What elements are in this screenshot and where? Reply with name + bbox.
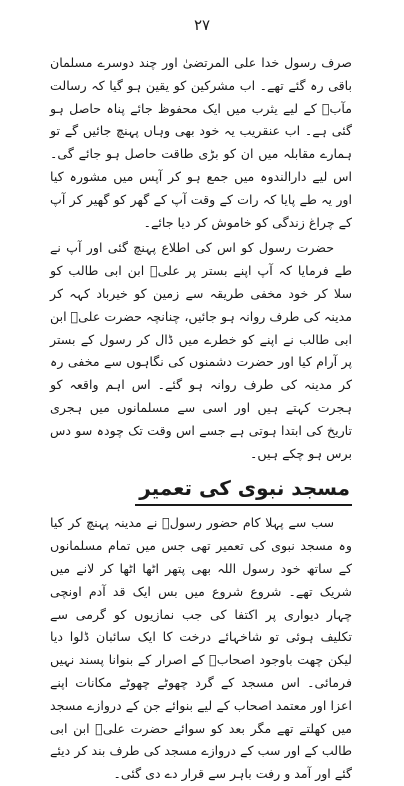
page-body	[50, 52, 352, 786]
paragraph-hijrat: حضرت رسول کو اس کی اطلاع پہنچ گئی اور آپ نے طے فرمایا کہ آپ اپنے بستر پر علیؑ ابن ابی طالب کو سلا کر خود مخفی طریقہ سے زمین کو خیرباد کہہ کر مدینہ کی طرف روانہ ہو جائیں، چنانچہ حضرت علیؑ ابن ابی طالب نے اپنے کو خطرے میں ڈال کر رسول کے بستر پر آرام کیا اور حضرت دشمنوں کی نگاہوں سے مخفی رہ کر مدینہ کی طرف روانہ ہو گئے۔ اس اہم واقعہ کو ہجرت کہتے ہیں اور اسی سے مسلمانوں میں ہجری تاریخ کی ابتدا ہوتی ہے جسے اس وقت تک چودہ سو دس برس ہو چکے ہیں۔	[50, 240, 352, 461]
paragraph-migration-background: صرف رسول خدا علی المرتضیٰ اور چند دوسرے مسلمان باقی رہ گئے تھے۔ اب مشرکین کو یقین ہو گیا کہ رسالت مآبؐ کے لیے یثرب میں ایک محفوظ جائے پناہ حاصل ہو گئی ہے۔ اب عنقریب یہ خود بھی وہاں پہنچ جائیں گے تو ہمارے مقابلہ میں ان کو بڑی طاقت حاصل ہو جائے گی۔ اس لیے دارالندوہ میں جمع ہو کر آپس میں مشورہ کیا اور یہ طے پایا کہ رات کے وقت آپ کے گھر کو گھیر کر آپ کے چراغ زندگی کو خاموش کر دیا جائے۔	[50, 55, 352, 230]
page-number: ۲۷	[193, 16, 211, 34]
section-heading: مسجد نبوی کی تعمیر	[135, 473, 352, 506]
paragraph-masjid-construction: سب سے پہلا کام حضور رسولؐ نے مدینہ پہنچ کر کیا وہ مسجد نبوی کی تعمیر تھی جس میں تمام مسلمانوں کے ساتھ خود رسول اللہ بھی پتھر اٹھا اٹھا کر لانے میں شریک تھے۔ شروع شروع میں بس ایک قد آدم اونچی چہار دیواری پر اکتفا کی جب نمازیوں کو گرمی سے تکلیف ہوئی تو شاخہائے درخت کا ایک سائبان ڈلوا دیا لیکن چھت باوجود اصحابؓ کے اصرار کے بنوانا پسند نہیں فرمائی۔ اس مسجد کے گرد چھوٹے چھوٹے مکانات اپنے اعزا اور معتمد اصحاب کے لیے بنوائے جن کے دروازے مسجد میں کھلتے تھے مگر بعد کو سوائے حضرت علیؑ ابن ابی طالب کے اور سب کے دروازے مسجد کی طرف بند کر دیئے گئے اور آمد و رفت باہر سے قرار دے دی گئی۔	[50, 515, 352, 782]
section-heading-block	[50, 473, 352, 506]
